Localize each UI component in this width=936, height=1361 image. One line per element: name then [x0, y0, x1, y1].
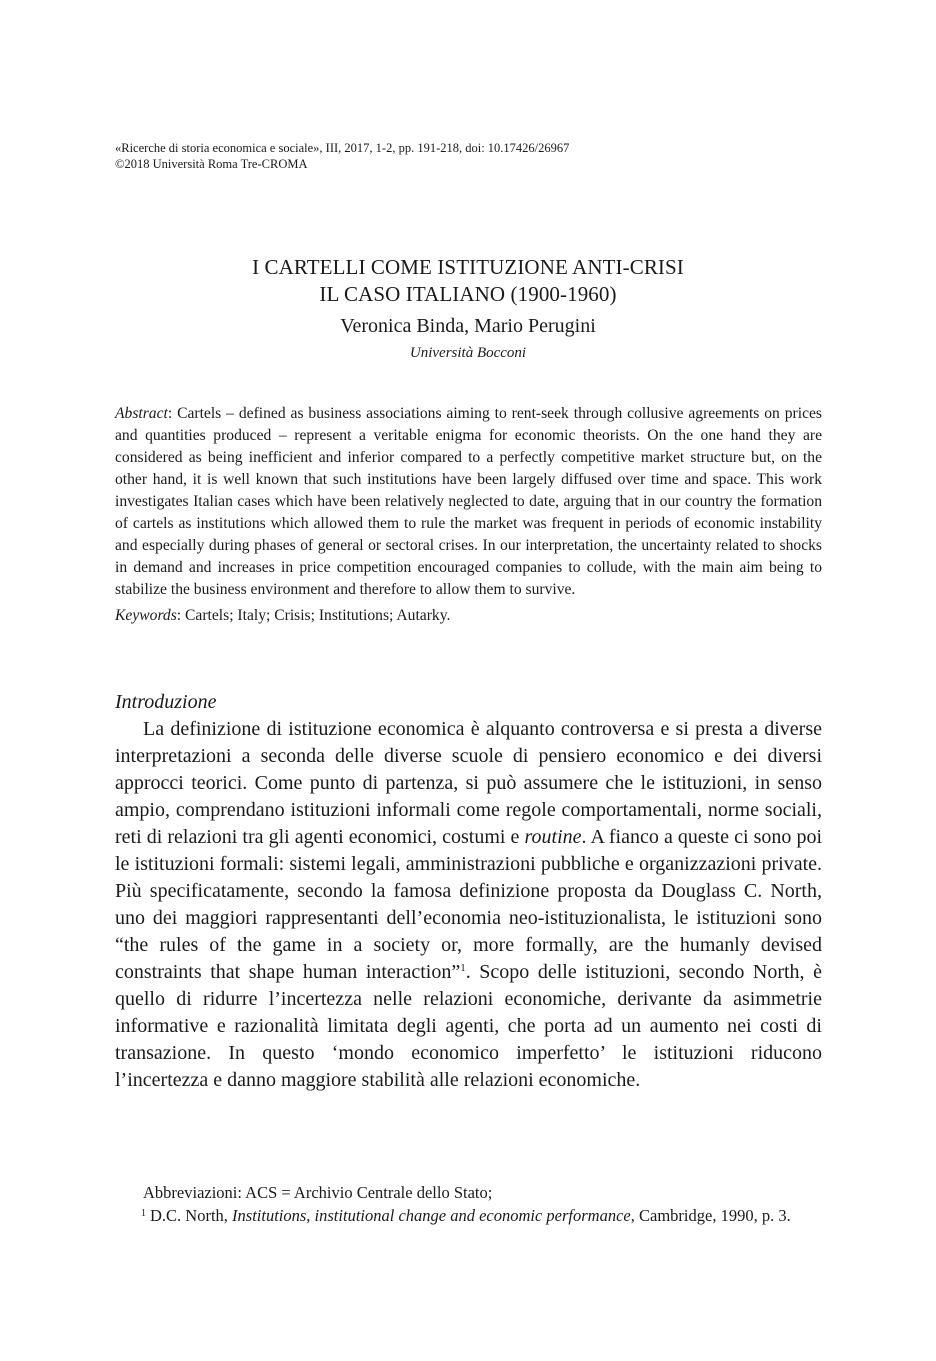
keywords-text: : Cartels; Italy; Crisis; Institutions; Autarky. — [176, 607, 451, 624]
footnote-book-title: Institutions, institutional change and economic performance — [232, 1206, 631, 1225]
article-title-line-2: IL CASO ITALIANO (1900-1960) — [319, 282, 617, 306]
affiliation: Università Bocconi — [409, 345, 527, 361]
footnote-1 — [143, 1204, 843, 1227]
introduction-section — [115, 689, 822, 1094]
body-text-2: . A fianco a queste ci sono poi le istituzioni formali: sistemi legali, amministrazioni pubbliche e organizzazioni private. Più specificatamente, secondo la famosa definizione proposta da Douglass C. North, uno dei maggiori rappresentanti dell’economia neo-istituzionalista, le istituzioni sono “the rules of the game in a society or, more formally, are the humanly devised constraints that shape human interaction” — [115, 826, 823, 983]
keywords — [115, 605, 822, 627]
routine-term: routine — [524, 826, 582, 848]
abstract-paragraph — [115, 403, 822, 601]
body-text-1: La definizione di istituzione economica è alquanto controversa e si presta a diverse interpretazioni a seconda delle diverse scuole di pensiero economico e dei diversi approcci teorici. Come punto di partenza, si può assumere che le istituzioni, in senso ampio, comprendano istituzioni informali come regole comportamentali, norme sociali, reti di relazioni tra gli agenti economici, costumi e — [115, 718, 822, 848]
footnote-author: D.C. North, — [150, 1206, 233, 1225]
footnotes — [143, 1181, 843, 1227]
body-text-3: . Scopo delle istituzioni, secondo North, è quello di ridurre l’incertezza nelle relazioni economiche, derivante da asimmetrie informative e razionalità limitata degli agenti, che porta ad un aumento nei costi di transazione. In questo ‘mondo economico imperfetto’ le istituzioni riducono l’incertezza e danno maggiore stabilità alle relazioni economiche. — [115, 961, 822, 1091]
authors: Veronica Binda, Mario Perugini — [340, 315, 596, 337]
footnote-reference[interactable]: 1 — [460, 962, 466, 974]
keywords-label: Keywords — [115, 607, 177, 624]
abbreviations-note: Abbreviazioni: ACS = Archivio Centrale dello Stato; — [143, 1183, 493, 1202]
abstract-text: : Cartels – defined as business associations aiming to rent-seek through collusive agreements on prices and quantities produced – represent a veritable enigma for economic theorists. On the one hand they are considered as being inefficient and inferior compared to a perfectly competitive market structure but, on the other hand, it is well known that such institutions have been largely diffused over time and space. This work investigates Italian cases which have been relatively neglected to date, arguing that in our country the formation of cartels as institutions which allowed them to rule the market was frequent in periods of economic instability and especially during phases of general or sectoral crises. In our interpretation, the uncertainty related to shocks in demand and increases in price competition encouraged companies to collude, with the main aim being to stabilize the business environment and therefore to allow them to survive. — [115, 405, 822, 598]
body-paragraph — [115, 716, 822, 1094]
title-block — [0, 254, 936, 363]
footnote-number: 1 — [141, 1208, 146, 1219]
article-title-line-1: I CARTELLI COME ISTITUZIONE ANTI-CRISI — [252, 255, 684, 279]
abstract — [115, 403, 822, 627]
footnote-rest: , Cambridge, 1990, p. 3. — [630, 1206, 791, 1225]
copyright-line: ©2018 Università Roma Tre-CROMA — [115, 157, 308, 171]
section-heading: Introduzione — [115, 691, 217, 713]
journal-header — [115, 140, 569, 172]
abstract-label: Abstract — [115, 405, 168, 422]
citation-line: «Ricerche di storia economica e sociale», III, 2017, 1-2, pp. 191-218, doi: 10.17426/26967 — [115, 141, 570, 155]
